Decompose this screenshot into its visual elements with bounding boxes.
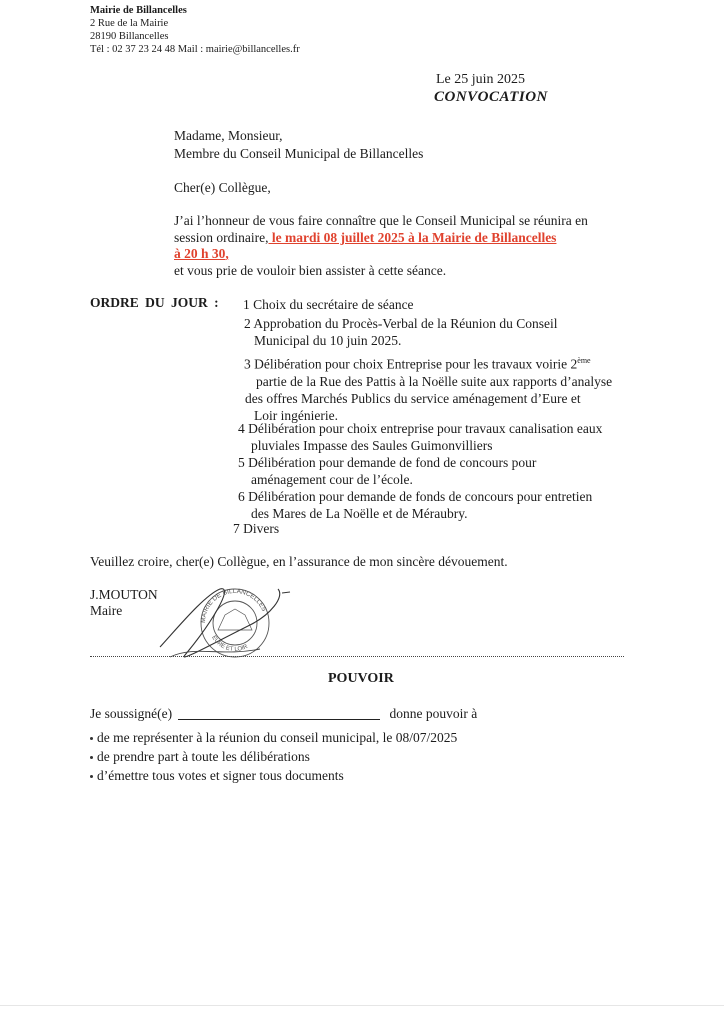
agenda-item-5-line2: aménagement cour de l’école. (251, 472, 413, 487)
stamp-bottom-text: EURE ET LOIR (210, 634, 249, 653)
agenda-item-4-line1: 4 Délibération pour choix entreprise pour travaux canalisation eaux (238, 421, 603, 436)
closing-formula: Veuillez croire, cher(e) Collègue, en l’assurance de mon sincère dévouement. (90, 554, 508, 569)
meeting-date-highlight: le mardi 08 juillet 2025 à la Mairie de Billancelles (268, 230, 557, 245)
salutation-line1: Madame, Monsieur, (174, 128, 283, 143)
agenda-item-2 (244, 315, 557, 349)
agenda-item-2-line1: 2 Approbation du Procès-Verbal de la Réunion du Conseil (244, 316, 558, 331)
agenda-label: ORDRE DU JOUR : (90, 295, 219, 310)
pouvoir-bullet-1 (90, 730, 457, 746)
body-line4: et vous prie de vouloir bien assister à cette séance. (174, 263, 447, 278)
meeting-time-comma: , (225, 246, 229, 261)
body-line2-start: session ordinaire, (174, 230, 269, 245)
letterhead (90, 4, 300, 56)
pouvoir-line-end: donne pouvoir à (389, 706, 478, 721)
signatory-role: Maire (90, 603, 123, 618)
pouvoir-declaration (90, 706, 477, 722)
agenda-item-3-superscript: ème (577, 356, 591, 365)
page-bottom-edge (0, 1005, 724, 1006)
agenda-item-3-line2: partie de la Rue des Pattis à la Noëlle suite aux rapports d’analyse (256, 373, 613, 389)
agenda-item-5 (238, 454, 536, 488)
agenda-item-6 (238, 488, 592, 522)
pouvoir-bullet-1-text: de me représenter à la réunion du conseil municipal, le 08/07/2025 (97, 730, 458, 745)
agenda-item-6-line1: 6 Délibération pour demande de fonds de concours pour entretien (238, 489, 593, 504)
agenda-item-5-line1: 5 Délibération pour demande de fond de concours pour (238, 455, 537, 470)
letterhead-address-street: 2 Rue de la Mairie (90, 18, 169, 29)
letterhead-contact: Tél : 02 37 23 24 48 Mail : mairie@billancelles.fr (90, 44, 300, 55)
agenda-item-4-line2: pluviales Impasse des Saules Guimonvilliers (251, 438, 493, 453)
pouvoir-title: POUVOIR (328, 671, 394, 686)
agenda-item-3-line4: Loir ingénierie. (254, 407, 338, 423)
bullet-dot (90, 737, 93, 740)
letterhead-org: Mairie de Billancelles (90, 5, 187, 16)
greeting: Cher(e) Collègue, (174, 180, 271, 195)
pouvoir-line-start: Je soussigné(e) (90, 706, 173, 721)
letter-title: CONVOCATION (434, 89, 548, 105)
bullet-dot (90, 756, 93, 759)
agenda-item-7 (233, 520, 279, 537)
agenda-item-2-line2: Municipal du 10 juin 2025. (254, 333, 402, 348)
mairie-stamp-signature (150, 585, 300, 665)
meeting-time-highlight: à 20 h 30 (174, 246, 226, 261)
agenda-item-1-text: 1 Choix du secrétaire de séance (243, 297, 414, 312)
body-line2 (174, 230, 556, 246)
agenda-item-3-line1: 3 Délibération pour choix Entreprise pour les travaux voirie 2 (244, 356, 578, 372)
dotted-separator (90, 656, 624, 657)
agenda-item-1 (243, 296, 414, 313)
agenda-item-4 (238, 420, 602, 454)
signatory-name: J.MOUTON (90, 587, 158, 602)
name-blank-line[interactable] (178, 707, 380, 720)
pouvoir-bullet-2-text: de prendre part à toute les délibérations (97, 749, 310, 764)
letterhead-address-city: 28190 Billancelles (90, 31, 169, 42)
agenda-item-3 (244, 352, 612, 424)
agenda-item-6-line2: des Mares de La Noëlle et de Méraubry. (251, 506, 468, 521)
agenda-item-3-line3: des offres Marchés Publics du service aménagement d’Eure et (245, 390, 581, 406)
body-line3 (174, 246, 229, 262)
agenda-item-7-text: 7 Divers (233, 521, 280, 536)
bullet-dot (90, 775, 93, 778)
salutation-line2: Membre du Conseil Municipal de Billancelles (174, 146, 424, 161)
letter-date: Le 25 juin 2025 (436, 72, 526, 87)
pouvoir-bullet-3 (90, 768, 344, 784)
pouvoir-bullet-2 (90, 749, 310, 765)
pouvoir-bullet-3-text: d’émettre tous votes et signer tous documents (97, 768, 344, 783)
stamp-top-text: MAIRIE DE BILLANCELLES (199, 587, 268, 624)
body-line1: J’ai l’honneur de vous faire connaître que le Conseil Municipal se réunira en (174, 213, 588, 228)
